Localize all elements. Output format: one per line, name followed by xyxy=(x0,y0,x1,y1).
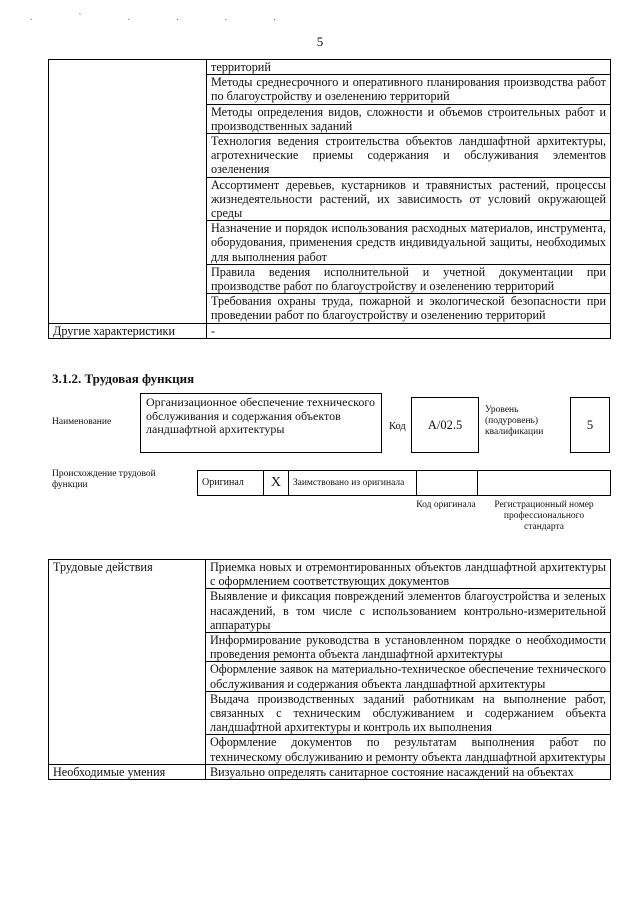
original-mark: X xyxy=(264,471,289,496)
table-row xyxy=(49,764,611,779)
section-title: 3.1.2. Трудовая функция xyxy=(52,371,195,386)
other-characteristics-value: - xyxy=(207,323,611,338)
code-original-note: Код оригинала xyxy=(416,500,476,510)
table-row xyxy=(49,323,611,338)
scan-specks: . ` . . . . xyxy=(30,12,298,22)
skills-label: Необходимые умения xyxy=(49,764,206,779)
action-item: Выявление и фиксация повреждений элементов благоустройства и зеленых насаждений, в том числе с использованием контрольно-измерительной аппаратуры xyxy=(206,589,611,633)
code-original-cell xyxy=(416,471,477,496)
actions-table xyxy=(48,559,611,780)
original-label: Оригинал xyxy=(198,471,264,496)
table-row xyxy=(49,60,611,75)
table-row xyxy=(49,560,611,589)
knowledge-item: Правила ведения исполнительной и учетной документации при производстве работ по благоустройству и озеленению территорий xyxy=(207,264,611,293)
knowledge-item: Технология ведения строительства объектов ландшафтной архитектуры, агротехнические приемы содержания и обслуживания элементов озеленения xyxy=(207,134,611,178)
code-label: Код xyxy=(389,421,406,432)
level-value-box: 5 xyxy=(570,397,610,453)
table-row xyxy=(198,471,611,496)
code-value-box: A/02.5 xyxy=(411,397,479,453)
knowledge-item: Ассортимент деревьев, кустарников и травянистых растений, процессы жизнедеятельности растений, их зависимость от условий окружающей среды xyxy=(207,177,611,221)
knowledge-item: территорий xyxy=(207,60,611,75)
knowledge-item: Назначение и порядок использования расходных материалов, инструмента, оборудования, применения средств индивидуальной защиты, необходимых для выполнения работ xyxy=(207,221,611,265)
name-label: Наименование xyxy=(52,417,112,427)
function-name-box: Организационное обеспечение технического обслуживания и содержания объектов ландшафтной архитектуры xyxy=(140,393,382,453)
page-number: 5 xyxy=(316,34,324,49)
borrowed-label: Заимствовано из оригинала xyxy=(288,471,416,496)
level-label: Уровень (подуровень) квалификации xyxy=(485,405,544,437)
action-item: Приемка новых и отремонтированных объектов ландшафтной архитектуры с оформлением соответствующих документов xyxy=(206,560,611,589)
action-item: Выдача производственных заданий работникам на выполнение работ, связанных с техническим обслуживанием и содержанием объекта ландшафтной архитектуры и контроль их выполнения xyxy=(206,691,611,735)
skill-item: Визуально определять санитарное состояние насаждений на объектах xyxy=(206,764,611,779)
action-item: Оформление документов по результатам выполнения работ по техническому обслуживанию и ремонту объекта ландшафтной архитектуры xyxy=(206,735,611,764)
knowledge-item: Требования охраны труда, пожарной и экологической безопасности при проведении работ по благоустройству и озеленению территорий xyxy=(207,294,611,323)
knowledge-label-cell xyxy=(49,60,207,324)
reg-number-cell xyxy=(477,471,610,496)
actions-label: Трудовые действия xyxy=(49,560,206,765)
knowledge-item: Методы среднесрочного и оперативного планирования производства работ по благоустройству и озеленению территорий xyxy=(207,75,611,104)
knowledge-item: Методы определения видов, сложности и объемов строительных работ и производственных заданий xyxy=(207,104,611,133)
action-item: Информирование руководства в установленном порядке о необходимости проведения ремонта объекта ландшафтной архитектуры xyxy=(206,633,611,662)
origin-label: Происхождение трудовой функции xyxy=(52,469,156,490)
knowledge-table xyxy=(48,59,611,339)
action-item: Оформление заявок на материально-техническое обеспечение технического обслуживания и содержания объекта ландшафтной архитектуры xyxy=(206,662,611,691)
other-characteristics-label: Другие характеристики xyxy=(49,323,207,338)
reg-number-note: Регистрационный номер профессионального стандарта xyxy=(494,500,594,532)
origin-table xyxy=(197,470,611,496)
